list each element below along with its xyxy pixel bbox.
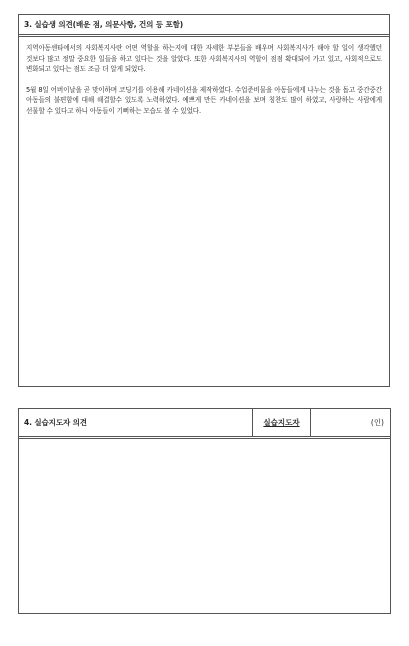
opinion-paragraph-2: 5월 8일 어버이날을 곧 맞이하며 코딩기를 이용해 카네이션을 제작하였다. 수업준비물을 아동들에게 나누는 것을 돕고 중간중간 아동들의 불편함에 대해 해결할수 있도록 노력하였다. 예쁘게 만든 카네이션을 보며 칭찬도 많이 하였고, 사랑하는 사람에게 선물할 수 있다고 하니 아동들이 기뻐하는 모습도 볼 수 있었다. (26, 85, 382, 115)
student-opinion-title: 3. 실습생 의견(배운 점, 의문사항, 건의 등 포함) (24, 20, 184, 29)
supervisor-label: 실습지도자 (252, 409, 310, 436)
student-opinion-header (19, 15, 389, 37)
seal-label: (인) (310, 409, 390, 436)
student-opinion-section (18, 14, 390, 387)
supervisor-opinion-title: 4. 실습지도자 의견 (24, 418, 87, 427)
supervisor-opinion-title-cell (19, 409, 252, 436)
student-opinion-content (19, 37, 389, 117)
opinion-paragraph-1: 지역아동센타에서의 사회복지사란 어떤 역할을 하는지에 대한 자세한 부분들을 배우며 사회복지사가 해야 할 일이 생각했던 것보다 많고 정말 중요한 일들을 하고 있다는 것을 알았다. 또한 사회복지사의 역할이 점점 확대되어 가고 있고, 사회적으로도 변화되고 있다는 점도 조금 더 알게 되었다. (26, 44, 382, 74)
supervisor-opinion-section (18, 408, 391, 614)
supervisor-opinion-header (19, 409, 390, 439)
